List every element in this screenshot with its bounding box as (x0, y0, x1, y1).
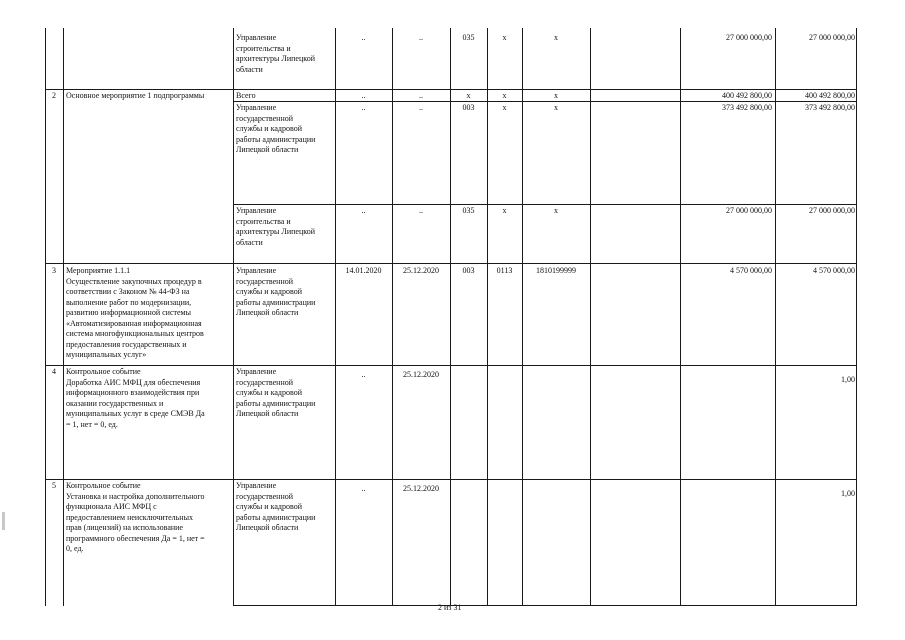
cell-code-rzpr: х (502, 33, 507, 42)
cell-code-grbs: 035 (462, 33, 475, 42)
cell-code-grbs: 003 (462, 266, 475, 275)
cell-executor: Всего (236, 91, 256, 100)
cell-row-number: 5 (52, 481, 56, 490)
col-line (335, 28, 336, 606)
row-line (45, 365, 857, 366)
col-line (775, 28, 776, 606)
scan-mark (2, 512, 5, 530)
cell-end-date: 25.12.2020 (403, 484, 439, 493)
cell-code-rzpr: х (502, 91, 507, 100)
col-line (487, 28, 488, 606)
cell-name: Контрольное событие Доработка АИС МФЦ для обеспечения информационного взаимодействия при оказании государственных и муниципальных услуг в среде СМЭВ Да = 1, нет = 0, ед. (66, 367, 205, 429)
cell-amount: 27 000 000,00 (726, 206, 772, 215)
cell-start-date: .. (361, 33, 366, 42)
col-line (590, 28, 591, 606)
cell-executor: Управление строительства и архитектуры Липецкой области (236, 206, 316, 247)
cell-code-csr: х (554, 103, 558, 112)
col-line (680, 28, 681, 606)
col-line (522, 28, 523, 606)
cell-name: Мероприятие 1.1.1 Осуществление закупочных процедур в соответствии с Законом № 44-ФЗ на выполнение работ по модернизации, развитию информационной системы «Автоматизированная информационная система многофункциональных центров предоставления государственных и муниципальных услуг» (66, 266, 204, 359)
cell-code-grbs: х (466, 91, 471, 100)
cell-row-number: 3 (52, 266, 56, 275)
col-line (856, 28, 857, 606)
cell-code-csr: х (554, 91, 558, 100)
cell-start-date: 14.01.2020 (345, 266, 382, 275)
row-line (233, 605, 857, 606)
cell-code-rzpr: 0113 (496, 266, 513, 275)
cell-name-clip (66, 266, 234, 363)
page-counter: 2 из 31 (438, 603, 462, 612)
cell-start-date: .. (361, 484, 366, 493)
cell-amount: 400 492 800,00 (722, 91, 772, 100)
cell-amount-total: 4 570 000,00 (813, 266, 855, 275)
col-line (63, 28, 64, 606)
cell-name: Основное мероприятие 1 подпрограммы (66, 91, 205, 100)
cell-start-date: .. (361, 370, 366, 379)
cell-amount-total: 1,00 (841, 375, 855, 384)
cell-executor: Управление государственной службы и кадровой работы администрации Липецкой области (236, 103, 316, 154)
col-line (45, 28, 46, 606)
cell-end-date: .. (419, 33, 423, 42)
cell-amount: 4 570 000,00 (730, 266, 772, 275)
cell-end-date: .. (419, 103, 423, 112)
cell-start-date: .. (361, 91, 366, 100)
cell-end-date: 25.12.2020 (403, 370, 439, 379)
col-line (450, 28, 451, 606)
cell-executor: Управление строительства и архитектуры Липецкой области (236, 33, 316, 74)
row-line (45, 89, 857, 90)
cell-amount-total: 400 492 800,00 (805, 91, 855, 100)
cell-code-csr: х (554, 33, 558, 42)
cell-executor: Управление государственной службы и кадровой работы администрации Липецкой области (236, 367, 316, 418)
row-line (233, 204, 857, 205)
cell-code-grbs: 035 (462, 206, 475, 215)
cell-amount: 27 000 000,00 (726, 33, 772, 42)
cell-amount: 373 492 800,00 (722, 103, 772, 112)
cell-code-grbs: 003 (462, 103, 475, 112)
cell-amount-total: 27 000 000,00 (809, 33, 855, 42)
cell-row-number: 4 (52, 367, 56, 376)
cell-code-rzpr: х (502, 103, 507, 112)
cell-amount-total: 1,00 (841, 489, 855, 498)
cell-row-number: 2 (52, 91, 56, 100)
cell-end-date: .. (419, 206, 423, 215)
cell-executor: Управление государственной службы и кадровой работы администрации Липецкой области (236, 266, 316, 317)
row-line (45, 479, 857, 480)
cell-executor: Управление государственной службы и кадровой работы администрации Липецкой области (236, 481, 316, 532)
col-line (392, 28, 393, 606)
cell-start-date: .. (361, 103, 366, 112)
cell-code-csr: 1810199999 (536, 266, 576, 275)
cell-start-date: .. (361, 206, 366, 215)
cell-code-csr: х (554, 206, 558, 215)
cell-name: Контрольное событие Установка и настройка дополнительного функционала АИС МФЦ с предоставлением неисключительных прав (лицензий) на использование программного обеспечения Да = 1, нет = 0, ед. (66, 481, 205, 553)
cell-end-date: 25.12.2020 (403, 266, 439, 275)
cell-amount-total: 27 000 000,00 (809, 206, 855, 215)
cell-end-date: .. (419, 91, 423, 100)
cell-code-rzpr: х (502, 206, 507, 215)
cell-amount-total: 373 492 800,00 (805, 103, 855, 112)
row-line (45, 263, 857, 264)
